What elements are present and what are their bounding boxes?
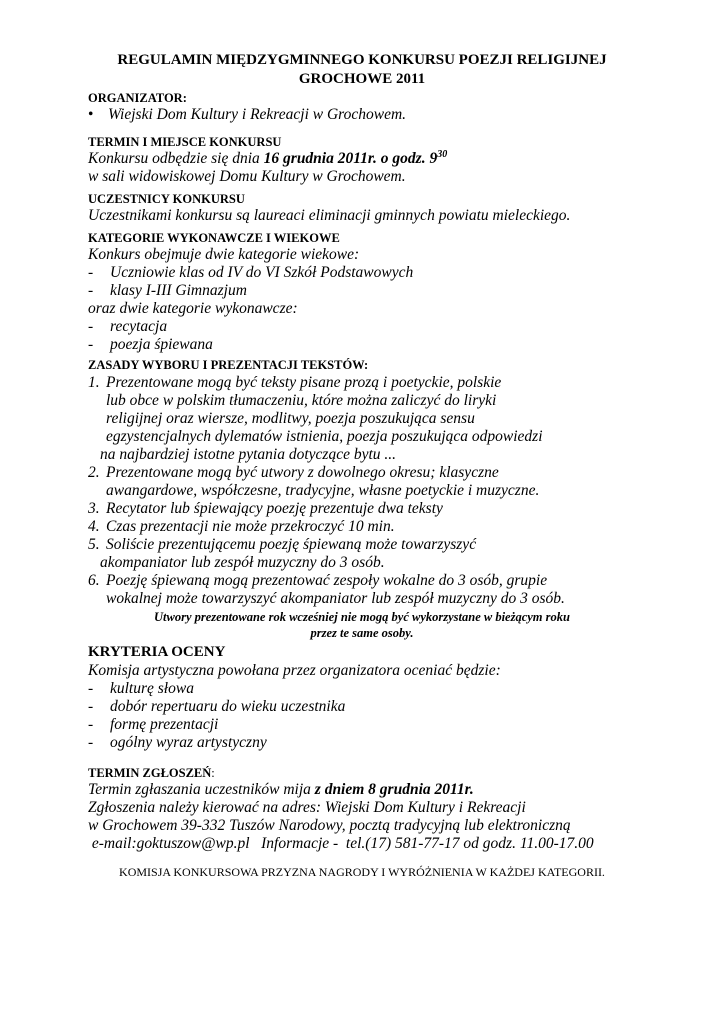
criteria-item: - formę prezentacji bbox=[88, 716, 219, 733]
criteria-heading: KRYTERIA OCENY bbox=[88, 644, 226, 660]
participants-text: Uczestnikami konkursu są laureaci eliminacji gminnych powiatu mieleckiego. bbox=[88, 207, 571, 224]
criteria-item: - dobór repertuaru do wieku uczestnika bbox=[88, 698, 346, 715]
organizer-text: • Wiejski Dom Kultury i Rekreacji w Grochowem. bbox=[88, 106, 407, 123]
age-category-item: - Uczniowie klas od IV do VI Szkół Podstawowych bbox=[88, 264, 414, 281]
rule-line: 4. Czas prezentacji nie może przekroczyć 10 min. bbox=[88, 518, 395, 535]
rule-line: 2. Prezentowane mogą być utwory z dowolnego okresu; klasyczne bbox=[88, 464, 499, 481]
document-title-line1: REGULAMIN MIĘDZYGMINNEGO KONKURSU POEZJI RELIGIJNEJ bbox=[117, 52, 607, 68]
criteria-item: - kulturę słowa bbox=[88, 680, 194, 697]
rule-line: wokalnej może towarzyszyć akompaniator lub zespół muzyczny do 3 osób. bbox=[106, 590, 565, 607]
performance-category-item: - poezja śpiewana bbox=[88, 336, 213, 353]
rules-note-line1: Utwory prezentowane rok wcześniej nie mogą być wykorzystane w bieżącym roku bbox=[154, 610, 570, 624]
application-line2: Zgłoszenia należy kierować na adres: Wiejski Dom Kultury i Rekreacji bbox=[88, 799, 526, 816]
age-category-item: - klasy I-III Gimnazjum bbox=[88, 282, 247, 299]
document-title-line2: GROCHOWE 2011 bbox=[298, 71, 426, 87]
categories-heading: KATEGORIE WYKONAWCZE I WIEKOWE bbox=[88, 231, 340, 245]
rule-line: 5. Soliście prezentującemu poezję śpiewaną może towarzyszyć bbox=[88, 536, 477, 553]
participants-heading: UCZESTNICY KONKURSU bbox=[88, 192, 245, 206]
term-line2: w sali widowiskowej Domu Kultury w Grochowem. bbox=[88, 168, 406, 185]
performance-categories-intro: oraz dwie kategorie wykonawcze: bbox=[88, 300, 298, 317]
rule-line: awangardowe, współczesne, tradycyjne, własne poetyckie i muzyczne. bbox=[106, 482, 540, 499]
application-line3: w Grochowem 39-332 Tuszów Narodowy, pocztą tradycyjną lub elektroniczną bbox=[88, 817, 571, 834]
term-heading: TERMIN I MIEJSCE KONKURSU bbox=[88, 135, 282, 149]
rule-line: egzystencjalnych dylematów istnienia, poezja poszukująca odpowiedzi bbox=[106, 428, 543, 445]
bullet-icon: • bbox=[88, 106, 94, 123]
rule-line: 1. Prezentowane mogą być teksty pisane prozą i poetyckie, polskie bbox=[88, 374, 502, 391]
categories-intro: Konkurs obejmuje dwie kategorie wiekowe: bbox=[88, 246, 360, 263]
performance-category-item: - recytacja bbox=[88, 318, 168, 335]
application-heading: TERMIN ZGŁOSZEŃ: bbox=[88, 766, 215, 780]
criteria-intro: Komisja artystyczna powołana przez organizatora oceniać będzie: bbox=[88, 662, 501, 679]
rule-line: 6. Poezję śpiewaną mogą prezentować zespoły wokalne do 3 osób, grupie bbox=[88, 572, 548, 589]
rule-line: religijnej oraz wiersze, modlitwy, poezja poszukująca sensu bbox=[106, 410, 475, 427]
rule-line: akompaniator lub zespół muzyczny do 3 osób. bbox=[100, 554, 385, 571]
document-footer: KOMISJA KONKURSOWA PRZYZNA NAGRODY I WYRÓŻNIENIA W KAŻDEJ KATEGORII. bbox=[119, 865, 605, 879]
rule-line: 3. Recytator lub śpiewający poezję prezentuje dwa teksty bbox=[88, 500, 443, 517]
rules-heading: ZASADY WYBORU I PREZENTACJI TEKSTÓW: bbox=[88, 358, 369, 372]
rule-line: lub obce w polskim tłumaczeniu, które można zaliczyć do liryki bbox=[106, 392, 497, 409]
rules-note-line2: przez te same osoby. bbox=[310, 626, 414, 640]
term-line1: Konkursu odbędzie się dnia 16 grudnia 2011r. o godz. $9^{30}$ bbox=[88, 148, 448, 167]
criteria-item: - ogólny wyraz artystyczny bbox=[88, 734, 267, 751]
organizer-heading: ORGANIZATOR: bbox=[88, 91, 187, 105]
application-contact-line: e-mail:goktuszow@wp.pl Informacje - tel.(17) 581-77-17 od godz. 11.00-17.00 bbox=[88, 835, 594, 852]
rule-line: na najbardziej istotne pytania dotyczące bytu ... bbox=[100, 446, 397, 463]
application-line1: Termin zgłaszania uczestników mija z dniem 8 grudnia 2011r. bbox=[88, 781, 474, 798]
